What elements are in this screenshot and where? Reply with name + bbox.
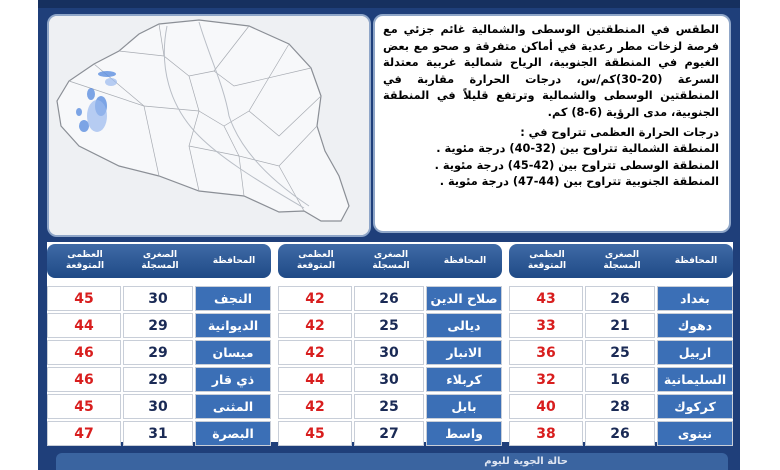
forecast-paragraph: الطقس في المنطقتين الوسطى والشمالية غائم جزئي مع فرصة لزخات مطر رعدية في أماكن متفرقة و صحو مع بعض الغيوم في المنطقة الجنوبية، الرياح شمالية غربية معتدلة السرعة (20-30)كم/س، درجات الحرارة مقاربة في المنطقتين الوسطى والشمالية وترتفع قليلاً في المنطقة الجنوبية، مدى الرؤية (6-8) كم. — [383, 23, 719, 119]
province-header: المحافظة — [674, 255, 718, 266]
min-temp-cell: 25 — [585, 340, 655, 365]
province-cell: ذي قار — [195, 367, 271, 392]
max-header: العظمى المتوقعة — [527, 250, 567, 271]
province-cell: واسط — [426, 421, 502, 446]
max-header: العظمى المتوقعة — [65, 250, 105, 271]
min-temp-cell: 30 — [123, 286, 193, 311]
table-header — [509, 244, 733, 278]
temperature-table — [47, 242, 733, 442]
table-row — [278, 421, 502, 447]
max-temperature-heading: درجات الحرارة العظمى تتراوح في : — [520, 125, 719, 139]
province-cell: نينوى — [657, 421, 733, 446]
min-header: الصغرى المسجلة — [372, 250, 410, 271]
table-row — [47, 313, 271, 339]
footer-banner — [56, 453, 728, 470]
table-rows — [509, 286, 733, 448]
middle-region-range: المنطقة الوسطى تتراوح بين (42-45) درجة مئوية . — [434, 158, 719, 172]
min-temp-cell: 26 — [585, 286, 655, 311]
table-row — [47, 394, 271, 420]
min-temp-cell: 29 — [123, 340, 193, 365]
province-header: المحافظة — [443, 255, 487, 266]
table-row — [47, 367, 271, 393]
table-row — [509, 286, 733, 312]
min-temp-cell: 29 — [123, 313, 193, 338]
min-temp-cell: 28 — [585, 394, 655, 419]
max-temp-cell: 44 — [278, 367, 352, 392]
table-row — [509, 367, 733, 393]
max-temp-cell: 45 — [47, 394, 121, 419]
province-cell: كركوك — [657, 394, 733, 419]
table-row — [47, 421, 271, 447]
province-cell: النجف — [195, 286, 271, 311]
table-row — [509, 313, 733, 339]
max-temp-cell: 42 — [278, 313, 352, 338]
max-temp-cell: 47 — [47, 421, 121, 446]
min-header: الصغرى المسجلة — [141, 250, 179, 271]
table-row — [509, 394, 733, 420]
max-temp-cell: 42 — [278, 286, 352, 311]
min-temp-cell: 25 — [354, 394, 424, 419]
max-temp-cell: 36 — [509, 340, 583, 365]
table-group-1 — [509, 242, 733, 442]
min-temp-cell: 16 — [585, 367, 655, 392]
max-temp-cell: 38 — [509, 421, 583, 446]
min-temp-cell: 30 — [123, 394, 193, 419]
min-temp-cell: 26 — [354, 286, 424, 311]
min-temp-cell: 21 — [585, 313, 655, 338]
max-temp-cell: 32 — [509, 367, 583, 392]
south-region-range: المنطقة الجنوبية تتراوح بين (44-47) درجة مئوية . — [439, 175, 719, 189]
max-temp-cell: 44 — [47, 313, 121, 338]
table-group-2 — [278, 242, 502, 442]
north-region-range: المنطقة الشمالية تتراوح بين (32-40) درجة مئوية . — [436, 142, 719, 156]
province-cell: السليمانية — [657, 367, 733, 392]
table-row — [278, 313, 502, 339]
top-bar — [38, 0, 740, 8]
max-temp-cell: 40 — [509, 394, 583, 419]
table-header — [47, 244, 271, 278]
province-cell: الديوانية — [195, 313, 271, 338]
province-header: المحافظة — [212, 255, 256, 266]
province-cell: ديالى — [426, 313, 502, 338]
province-cell: كربلاء — [426, 367, 502, 392]
table-header — [278, 244, 502, 278]
satellite-map — [47, 14, 371, 237]
table-row — [278, 367, 502, 393]
table-rows — [47, 286, 271, 448]
max-temp-cell: 45 — [278, 421, 352, 446]
forecast-text-box — [373, 14, 731, 233]
max-temp-cell: 42 — [278, 340, 352, 365]
min-temp-cell: 30 — [354, 367, 424, 392]
province-cell: صلاح الدين — [426, 286, 502, 311]
table-row — [509, 421, 733, 447]
province-cell: الانبار — [426, 340, 502, 365]
min-temp-cell: 31 — [123, 421, 193, 446]
table-row — [509, 340, 733, 366]
min-temp-cell: 26 — [585, 421, 655, 446]
max-temp-cell: 33 — [509, 313, 583, 338]
province-cell: البصرة — [195, 421, 271, 446]
table-row — [47, 286, 271, 312]
footer-text: حالة الجوية لليوم — [484, 456, 568, 467]
max-temp-cell: 46 — [47, 340, 121, 365]
min-temp-cell: 27 — [354, 421, 424, 446]
max-header: العظمى المتوقعة — [296, 250, 336, 271]
table-row — [278, 340, 502, 366]
province-cell: ميسان — [195, 340, 271, 365]
max-temp-cell: 43 — [509, 286, 583, 311]
max-temp-cell: 42 — [278, 394, 352, 419]
min-temp-cell: 29 — [123, 367, 193, 392]
table-row — [278, 286, 502, 312]
min-temp-cell: 30 — [354, 340, 424, 365]
table-row — [278, 394, 502, 420]
table-row — [47, 340, 271, 366]
max-temp-cell: 46 — [47, 367, 121, 392]
table-rows — [278, 286, 502, 448]
province-cell: بابل — [426, 394, 502, 419]
min-header: الصغرى المسجلة — [603, 250, 641, 271]
province-cell: المثنى — [195, 394, 271, 419]
province-cell: دهوك — [657, 313, 733, 338]
province-cell: اربيل — [657, 340, 733, 365]
table-group-3 — [47, 242, 271, 442]
iraq-map-image — [49, 16, 369, 235]
min-temp-cell: 25 — [354, 313, 424, 338]
max-temp-cell: 45 — [47, 286, 121, 311]
province-cell: بغداد — [657, 286, 733, 311]
